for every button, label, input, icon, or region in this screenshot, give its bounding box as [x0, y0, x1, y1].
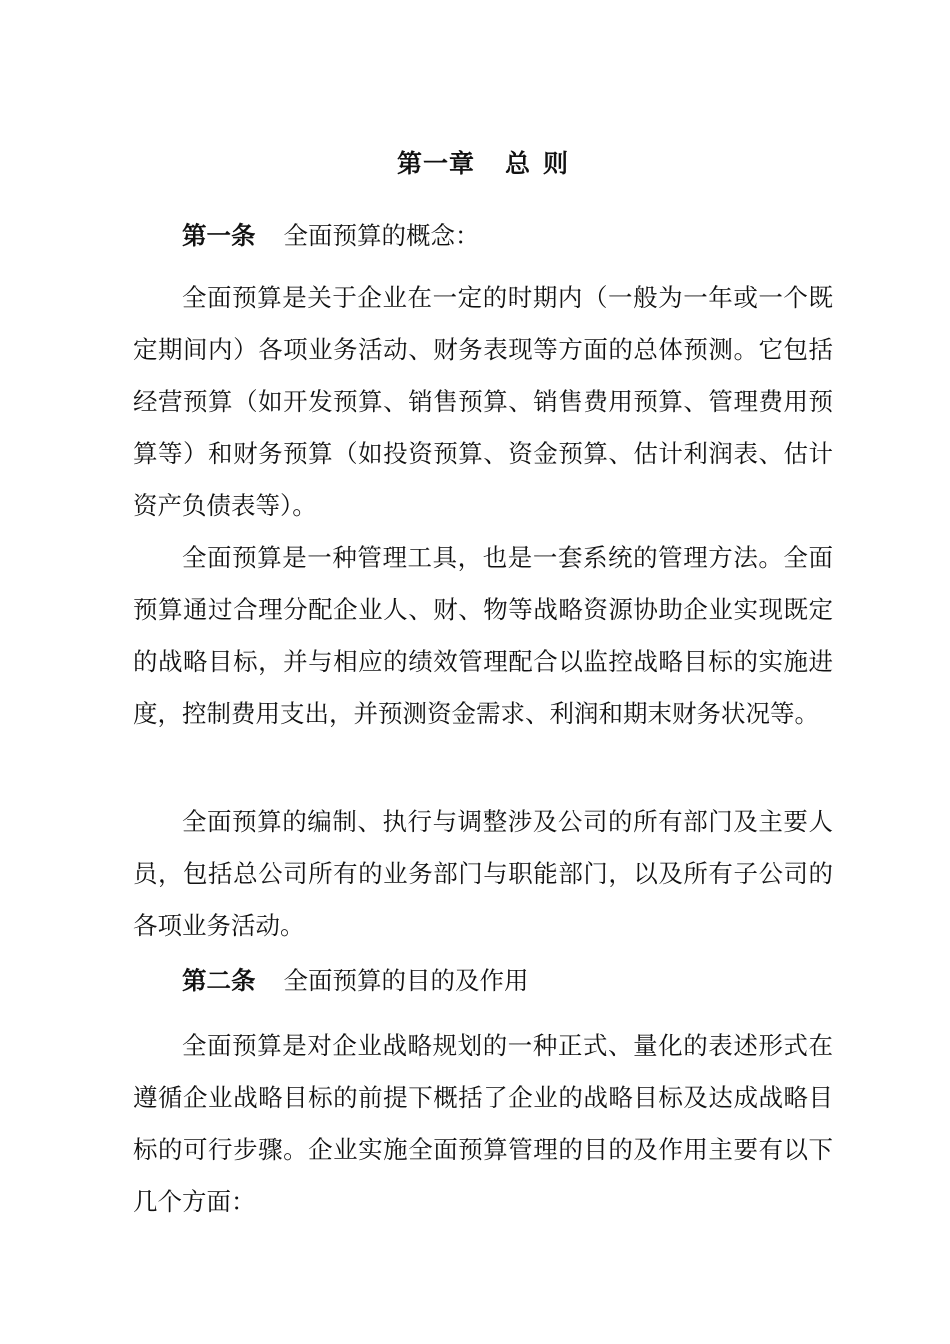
chapter-name-part-1: 总: [504, 149, 531, 178]
paragraph-budget-management-tool: 全面预算是一种管理工具，也是一套系统的管理方法。全面预算通过合理分配企业人、财、物等战略资源协助企业实现既定的战略目标，并与相应的绩效管理配合以监控战略目标的实施进度，控制费用支出，并预测资金需求、利润和期末财务状况等。: [133, 543, 833, 728]
chapter-number: 第一章: [396, 149, 475, 178]
article-2-label: 第二条: [182, 966, 256, 995]
article-1-label: 第一条: [182, 221, 256, 250]
paragraph-budget-definition: 全面预算是关于企业在一定的时期内（一般为一年或一个既定期间内）各项业务活动、财务表现等方面的总体预测。它包括经营预算（如开发预算、销售预算、销售费用预算、管理费用预算等）和财务预算（如投资预算、资金预算、估计利润表、估计资产负债表等）。: [133, 283, 833, 520]
article-1-title: 全面预算的概念：: [283, 221, 480, 250]
chapter-name-part-2: 则: [543, 149, 570, 178]
article-2-heading: [133, 955, 833, 1007]
chapter-title: [0, 146, 950, 182]
paragraph-budget-scope: 全面预算的编制、执行与调整涉及公司的所有部门及主要人员，包括总公司所有的业务部门与职能部门，以及所有子公司的各项业务活动。: [133, 807, 833, 940]
article-2-title: 全面预算的目的及作用: [283, 966, 529, 995]
paragraph-budget-purpose: 全面预算是对企业战略规划的一种正式、量化的表述形式在遵循企业战略目标的前提下概括了企业的战略目标及达成战略目标的可行步骤。企业实施全面预算管理的目的及作用主要有以下几个方面：: [133, 1031, 833, 1216]
article-1-heading: [133, 210, 833, 262]
